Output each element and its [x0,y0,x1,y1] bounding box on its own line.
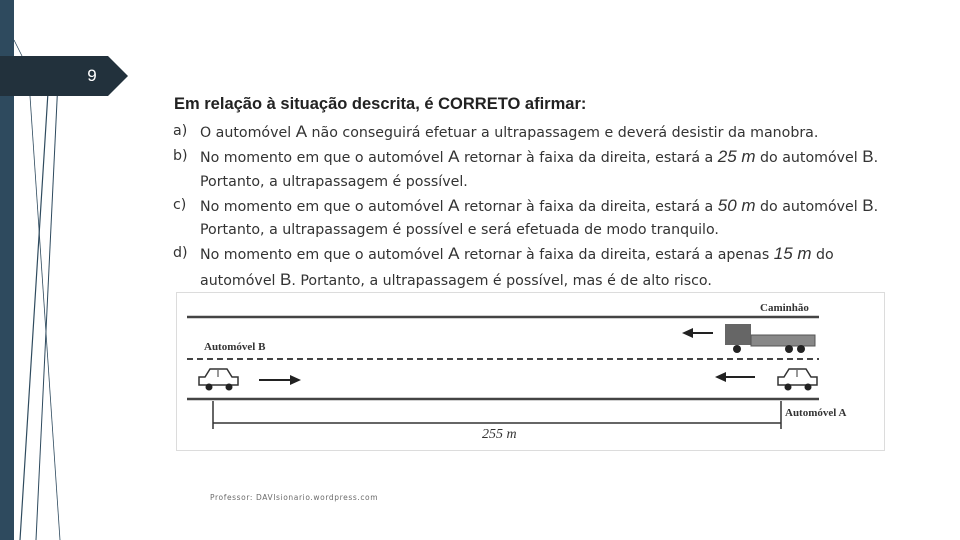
option-letter: b) [173,148,188,165]
car-a-label: Automóvel A [785,407,847,419]
option-c [173,194,933,243]
option-line: automóvel B. Portanto, a ultrapassagem é possível, mas é de alto risco. [200,269,712,289]
footer-credit: Professor: DAVIsionario.wordpress.com [210,493,379,502]
overtaking-diagram [176,292,885,451]
arrow-left-icon [682,328,713,338]
slide-number-tab [0,56,128,96]
car-a-icon [778,369,817,391]
arrow-left-icon [715,372,755,382]
option-a [173,120,933,145]
option-letter: c) [173,196,187,213]
option-letter: a) [173,123,188,139]
option-letter: d) [173,245,188,262]
option-line: No momento em que o automóvel A retornar à faixa da direita, estará a 25 m do automóvel B. [200,147,879,167]
option-d [173,242,933,293]
slide-number: 9 [87,66,97,85]
option-line: No momento em que o automóvel A retornar à faixa da direita, estará a 50 m do automóvel B. [200,195,879,215]
car-b-label: Automóvel B [204,341,266,353]
option-line: No momento em que o automóvel A retornar à faixa da direita, estará a apenas 15 m do [200,244,834,264]
distance-marker [213,401,781,429]
distance-label: 255 m [482,427,517,442]
option-line: O automóvel A não conseguirá efetuar a ultrapassagem e deverá desistir da manobra. [200,122,819,141]
question-heading: Em relação à situação descrita, é CORRETO afirmar: [174,95,587,113]
truck-label: Caminhão [760,302,809,314]
option-line: Portanto, a ultrapassagem é possível e será efetuada de modo tranquilo. [200,222,719,239]
answer-options [173,120,933,293]
car-b-icon [199,369,238,391]
arrow-right-icon [259,375,301,385]
truck-icon [725,324,815,353]
option-b [173,145,933,194]
option-line: Portanto, a ultrapassagem é possível. [200,173,468,190]
